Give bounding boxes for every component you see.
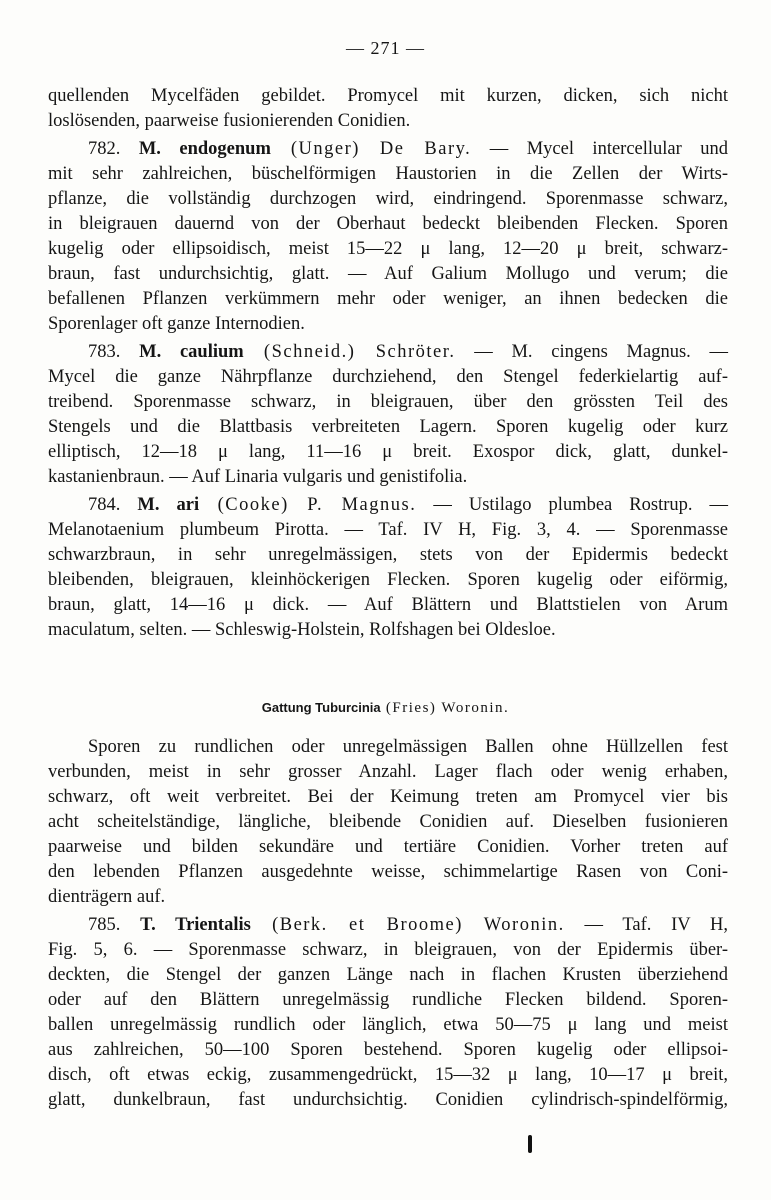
text-line: elliptisch, 12—18 μ lang, 11—16 μ breit. Exospor dick, glatt, dunkel-: [48, 442, 728, 462]
text-line: paarweise und bilden sekundäre und tertiäre Conidien. Vorher treten auf: [48, 837, 728, 857]
species-author: (Cooke) P. Magnus.: [199, 495, 417, 515]
text-line: glatt, dunkelbraun, fast undurchsichtig. Conidien cylindrisch-spindelförmig,: [48, 1090, 728, 1110]
entry-text: — M. cingens Magnus. —: [455, 342, 729, 362]
species-author: (Berk. et Broome) Woronin.: [250, 915, 565, 935]
text-line: pflanze, die vollständig durchzogen wird, eindringend. Sporenmasse schwarz,: [48, 189, 728, 209]
species-name: M. caulium: [139, 342, 244, 362]
species-author: (Schneid.) Schröter.: [243, 342, 456, 362]
entry-number: 783.: [88, 342, 140, 362]
entry-784-first-line: [88, 493, 728, 518]
text-line: dienträgern auf.: [48, 887, 166, 907]
text-line: Sporenlager oft ganze Internodien.: [48, 314, 305, 334]
species-author: (Unger) De Bary.: [270, 139, 472, 159]
species-name: M. endogenum: [138, 139, 271, 159]
text-line: kastanienbraun. — Auf Linaria vulgaris und genistifolia.: [48, 467, 468, 487]
text-line: treibend. Sporenmasse schwarz, in bleigrauen, über den grössten Teil des: [48, 392, 728, 412]
genus-author: (Fries) Woronin.: [380, 700, 510, 716]
entry-785-first-line: [88, 913, 728, 938]
text-line: bleibenden, bleigrauen, kleinhöckerigen Flecken. Sporen kugelig oder eiförmig,: [48, 570, 728, 590]
text-line: disch, oft etwas eckig, zusammengedrückt, 15—32 μ lang, 10—17 μ breit,: [48, 1065, 728, 1085]
text-line: Mycel die ganze Nährpflanze durchziehend, den Stengel federkielartig auf-: [48, 367, 728, 387]
text-line: quellenden Mycelfäden gebildet. Promycel mit kurzen, dicken, sich nicht: [48, 86, 728, 106]
text-line: schwarz, oft weit verbreitet. Bei der Keimung treten am Promycel vier bis: [48, 787, 728, 807]
text-line: oder auf den Blättern unregelmässig rundliche Flecken bildend. Sporen-: [48, 990, 728, 1010]
text-line: deckten, die Stengel der ganzen Länge nach in flachen Krusten überziehend: [48, 965, 728, 985]
text-line: befallenen Pflanzen verkümmern mehr oder weniger, an ihnen bedecken die: [48, 289, 728, 309]
text-line: verbunden, meist in sehr grosser Anzahl. Lager flach oder wenig erhaben,: [48, 762, 728, 782]
text-line: maculatum, selten. — Schleswig-Holstein, Rolfshagen bei Oldesloe.: [48, 620, 556, 640]
entry-783-first-line: [88, 340, 728, 365]
entry-text: — Mycel intercellular und: [471, 139, 728, 159]
text-line: kugelig oder ellipsoidisch, meist 15—22 μ lang, 12—20 μ breit, schwarz-: [48, 239, 728, 259]
text-line: Melanotaenium plumbeum Pirotta. — Taf. IV H, Fig. 3, 4. — Sporenmasse: [48, 520, 728, 540]
text-line: Fig. 5, 6. — Sporenmasse schwarz, in bleigrauen, von der Epidermis über-: [48, 940, 728, 960]
text-line: den lebenden Pflanzen ausgedehnte weisse, schimmelartige Rasen von Coni-: [48, 862, 728, 882]
text-line: Stengels und die Blattbasis verbreiteten Lagern. Sporen kugelig oder kurz: [48, 417, 728, 437]
text-line: acht scheitelständige, längliche, bleibende Conidien auf. Dieselben fusionieren: [48, 812, 728, 832]
text-line: braun, fast undurchsichtig, glatt. — Auf Galium Mollugo und verum; die: [48, 264, 728, 284]
ink-mark: [528, 1135, 532, 1153]
text-line: aus zahlreichen, 50—100 Sporen bestehend. Sporen kugelig oder ellipsoi-: [48, 1040, 728, 1060]
text-line: in bleigrauen dauernd von der Oberhaut bedeckt bleibenden Flecken. Sporen: [48, 214, 728, 234]
genus-heading: [0, 700, 771, 717]
text-line: braun, glatt, 14—16 μ dick. — Auf Blättern und Blattstielen von Arum: [48, 595, 728, 615]
entry-number: 782.: [88, 139, 139, 159]
page-number: — 271 —: [346, 38, 425, 58]
entry-text: — Ustilago plumbea Rostrup. —: [416, 495, 728, 515]
text-line: mit sehr zahlreichen, büschelförmigen Haustorien in die Zellen der Wirts-: [48, 164, 728, 184]
text-line: Sporen zu rundlichen oder unregelmässigen Ballen ohne Hüllzellen fest: [88, 737, 728, 757]
text-line: ballen unregelmässig rundlich oder länglich, etwa 50—75 μ lang und meist: [48, 1015, 728, 1035]
entry-text: — Taf. IV H,: [564, 915, 729, 935]
entry-number: 785.: [88, 915, 141, 935]
species-name: T. Trientalis: [140, 915, 251, 935]
entry-number: 784.: [88, 495, 138, 515]
text-line: schwarzbraun, in sehr unregelmässigen, stets von der Epidermis bedeckt: [48, 545, 728, 565]
genus-name: Gattung Tuburcinia: [261, 700, 381, 715]
species-name: M. ari: [137, 495, 200, 515]
text-line: loslösenden, paarweise fusionierenden Conidien.: [48, 111, 411, 131]
entry-782-first-line: [88, 137, 728, 162]
